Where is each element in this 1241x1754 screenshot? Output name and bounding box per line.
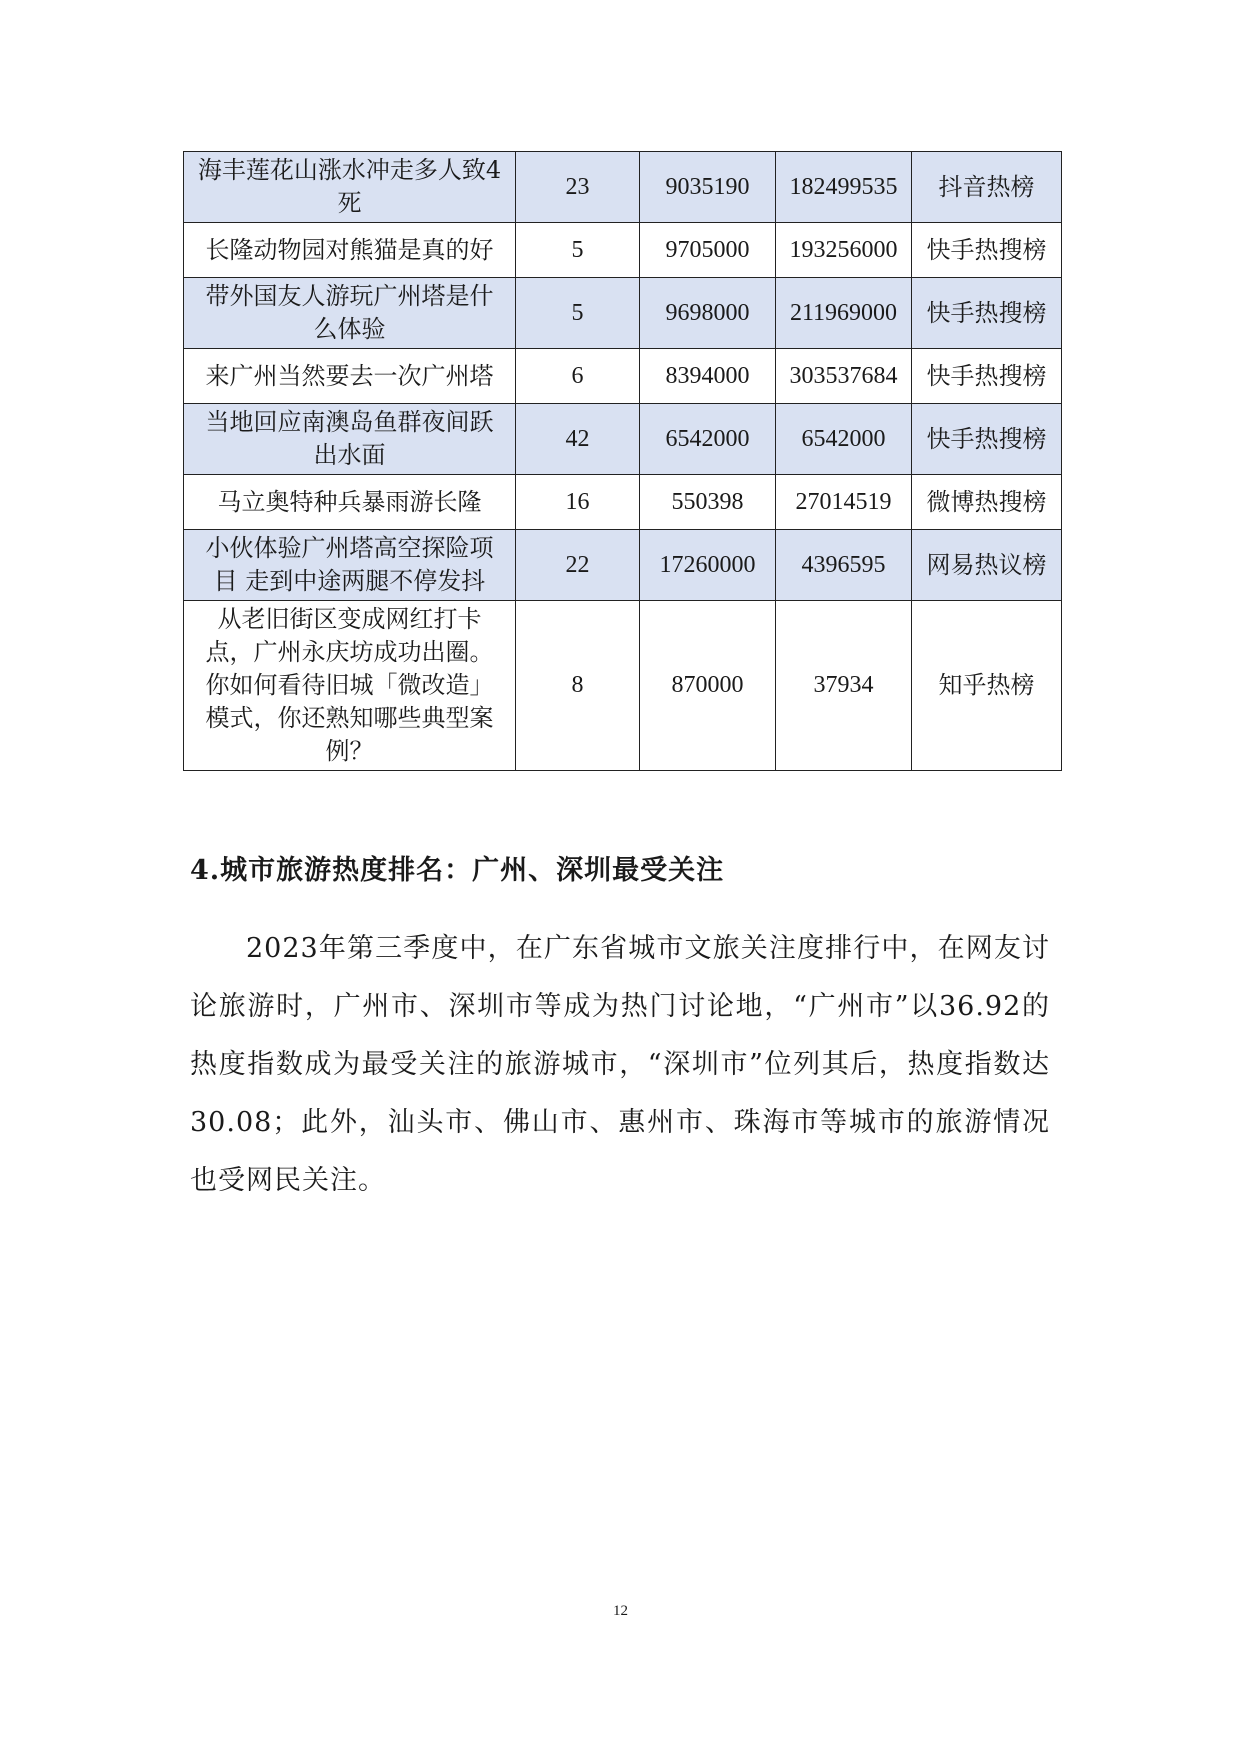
topic-title-cell: 长隆动物园对熊猫是真的好 (184, 223, 516, 278)
value1-cell: 9035190 (640, 152, 776, 223)
table-row (184, 475, 1062, 530)
value2-cell: 182499535 (776, 152, 912, 223)
topic-title-cell: 带外国友人游玩广州塔是什么体验 (184, 278, 516, 349)
table-row (184, 223, 1062, 278)
value2-cell: 193256000 (776, 223, 912, 278)
platform-cell: 微博热搜榜 (912, 475, 1062, 530)
table-row (184, 530, 1062, 601)
rank-cell: 23 (516, 152, 640, 223)
value2-cell: 37934 (776, 601, 912, 771)
table-row (184, 404, 1062, 475)
platform-cell: 快手热搜榜 (912, 349, 1062, 404)
value1-cell: 17260000 (640, 530, 776, 601)
value2-cell: 6542000 (776, 404, 912, 475)
topic-title-cell: 当地回应南澳岛鱼群夜间跃出水面 (184, 404, 516, 475)
rank-cell: 5 (516, 278, 640, 349)
value2-cell: 211969000 (776, 278, 912, 349)
topic-title-cell: 小伙体验广州塔高空探险项目 走到中途两腿不停发抖 (184, 530, 516, 601)
value2-cell: 4396595 (776, 530, 912, 601)
topic-title-cell: 马立奥特种兵暴雨游长隆 (184, 475, 516, 530)
table-row (184, 601, 1062, 771)
platform-cell: 快手热搜榜 (912, 223, 1062, 278)
platform-cell: 网易热议榜 (912, 530, 1062, 601)
value2-cell: 303537684 (776, 349, 912, 404)
value2-cell: 27014519 (776, 475, 912, 530)
platform-cell: 知乎热榜 (912, 601, 1062, 771)
table-row (184, 152, 1062, 223)
section-heading: 4.城市旅游热度排名：广州、深圳最受关注 (190, 855, 725, 886)
platform-cell: 快手热搜榜 (912, 404, 1062, 475)
topic-title-cell: 海丰莲花山涨水冲走多人致4死 (184, 152, 516, 223)
rank-cell: 16 (516, 475, 640, 530)
value1-cell: 550398 (640, 475, 776, 530)
topic-title-cell: 来广州当然要去一次广州塔 (184, 349, 516, 404)
rank-cell: 5 (516, 223, 640, 278)
body-paragraph: 2023年第三季度中，在广东省城市文旅关注度排行中，在网友讨论旅游时，广州市、深圳市等成为热门讨论地，“广州市”以36.92的热度指数成为最受关注的旅游城市，“深圳市”位列其后，热度指数达30.08；此外，汕头市、佛山市、惠州市、珠海市等城市的旅游情况也受网民关注。 (190, 933, 1050, 1196)
rank-cell: 42 (516, 404, 640, 475)
rank-cell: 8 (516, 601, 640, 771)
page-number: 12 (613, 1603, 628, 1619)
value1-cell: 9705000 (640, 223, 776, 278)
hot-topics-table (183, 151, 1062, 771)
topic-title-cell: 从老旧街区变成网红打卡点，广州永庆坊成功出圈。你如何看待旧城「微改造」模式，你还熟知哪些典型案例？ (184, 601, 516, 771)
table-row (184, 349, 1062, 404)
value1-cell: 9698000 (640, 278, 776, 349)
platform-cell: 快手热搜榜 (912, 278, 1062, 349)
value1-cell: 8394000 (640, 349, 776, 404)
table-row (184, 278, 1062, 349)
rank-cell: 22 (516, 530, 640, 601)
value1-cell: 870000 (640, 601, 776, 771)
rank-cell: 6 (516, 349, 640, 404)
platform-cell: 抖音热榜 (912, 152, 1062, 223)
value1-cell: 6542000 (640, 404, 776, 475)
